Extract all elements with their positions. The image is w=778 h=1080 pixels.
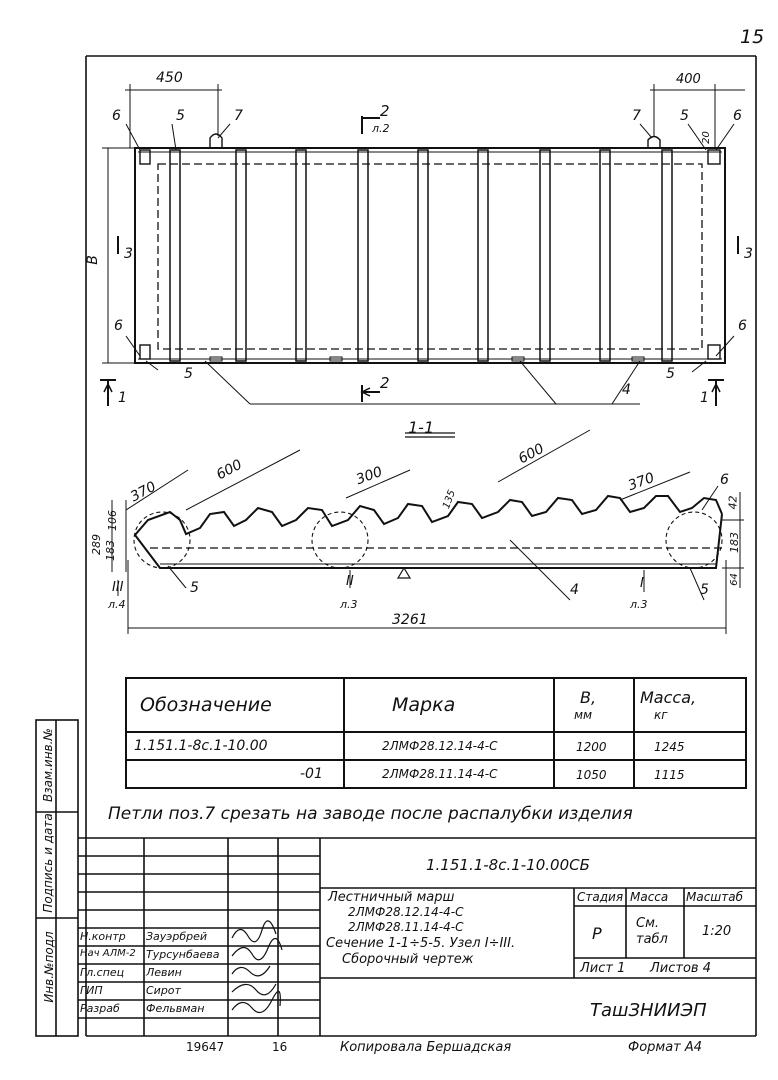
- node-II-ref: л.3: [340, 598, 358, 611]
- dim-370-left: 370: [127, 478, 159, 506]
- row2-designation: -01: [300, 766, 323, 782]
- dim-b: B: [84, 255, 101, 265]
- pos-5-tr: 5: [680, 108, 689, 124]
- tb-mass-value: См. табл: [636, 916, 668, 947]
- tb-sheet: Лист 1: [580, 961, 626, 976]
- tb-role-5: Разраб: [80, 1002, 120, 1015]
- pos-7-left: 7: [234, 108, 243, 124]
- dim-450: 450: [156, 70, 183, 86]
- footer-copied: Копировала Бершадская: [340, 1040, 512, 1055]
- node-I-ref: л.3: [630, 598, 648, 611]
- pos-7-right: 7: [632, 108, 641, 124]
- section-ref-top: л.2: [372, 122, 390, 135]
- pos-5-br: 5: [666, 366, 675, 382]
- th-b: B,: [580, 688, 597, 707]
- dim-400: 400: [676, 72, 701, 87]
- signatures: [232, 921, 282, 1013]
- dim-300: 300: [354, 463, 385, 489]
- tb-person-4: Сирот: [146, 984, 181, 997]
- dim-183-left: 183: [104, 540, 117, 561]
- row2-mark: 2ЛМФ28.11.14-4-С: [382, 767, 498, 781]
- tb-code: 1.151.1-8с.1-10.00СБ: [426, 856, 590, 874]
- pos-6-tr: 6: [733, 108, 742, 124]
- dim-64: 64: [728, 573, 740, 586]
- footer-format: Формат А4: [628, 1040, 703, 1055]
- dim-135: 135: [441, 488, 458, 511]
- tb-stage: Р: [592, 924, 602, 943]
- pos-6-bl: 6: [114, 318, 123, 334]
- row2-mass: 1115: [654, 768, 685, 782]
- node-III-ref: л.4: [108, 598, 126, 611]
- dim-289: 289: [90, 534, 103, 555]
- tb-name-2: 2ЛМФ28.12.14-4-С: [348, 905, 464, 919]
- side-vzam: Взам.инв.№: [41, 728, 55, 802]
- tb-mass-label: Масса: [630, 890, 669, 904]
- pos-6-tl: 6: [112, 108, 121, 124]
- footer-num-1: 19647: [186, 1040, 225, 1054]
- tb-name-1: Лестничный марш: [328, 890, 455, 905]
- th-mass-unit: кг: [654, 708, 668, 722]
- dim-600-left: 600: [213, 456, 245, 484]
- plan-view: [100, 84, 745, 406]
- tb-org: ТашЗНИИЭП: [590, 1000, 707, 1021]
- side-sign-date: Подпись и дата: [41, 813, 55, 913]
- dim-20: 20: [700, 131, 712, 144]
- dim-42: 42: [726, 495, 740, 510]
- page-number: 15: [740, 26, 765, 48]
- section-mark-2-top: 2: [380, 102, 390, 120]
- row2-b: 1050: [576, 768, 607, 782]
- note-text: Петли поз.7 срезать на заводе после распалубки изделия: [108, 804, 633, 824]
- pos-6-br: 6: [738, 318, 747, 334]
- dim-106: 106: [106, 510, 119, 531]
- pos-4: 4: [622, 382, 631, 398]
- tb-role-3: Гл.спец: [80, 966, 125, 979]
- tb-role-1: Н.контр: [80, 930, 126, 943]
- pos-5-tl: 5: [176, 108, 185, 124]
- node-II: II: [346, 574, 354, 589]
- dim-3261: 3261: [392, 612, 428, 628]
- footer-num-2: 16: [272, 1040, 288, 1054]
- sec-pos-5-left: 5: [190, 580, 199, 596]
- section-mark-3-left: 3: [124, 246, 133, 262]
- section-view: [112, 430, 744, 634]
- th-designation: Обозначение: [140, 694, 272, 716]
- section-mark-1-right: 1: [700, 390, 709, 406]
- node-III: III: [112, 580, 124, 595]
- section-mark-3-right: 3: [744, 246, 753, 262]
- tb-name-4: Сечение 1-1÷5-5. Узел I÷III.: [326, 936, 516, 951]
- tb-sheets: Листов 4: [650, 961, 711, 976]
- tb-name-3: 2ЛМФ28.11.14-4-С: [348, 920, 464, 934]
- node-I: I: [640, 576, 644, 591]
- sec-pos-6: 6: [720, 472, 729, 488]
- row1-b: 1200: [576, 740, 607, 754]
- th-b-unit: мм: [574, 708, 593, 722]
- dim-370-right: 370: [626, 469, 657, 495]
- section-mark-2-bottom: 2: [380, 374, 390, 392]
- row1-designation: 1.151.1-8с.1-10.00: [134, 738, 268, 754]
- dim-600-right: 600: [515, 440, 547, 468]
- tb-scale: 1:20: [702, 924, 732, 939]
- tb-stage-label: Стадия: [577, 890, 624, 904]
- tb-role-4: ГИП: [80, 984, 103, 997]
- pos-5-bl: 5: [184, 366, 193, 382]
- tb-person-1: Зауэрбрей: [146, 930, 208, 943]
- section-mark-1-left: 1: [118, 390, 127, 406]
- row1-mass: 1245: [654, 740, 685, 754]
- dim-183-right: 183: [728, 532, 741, 553]
- tb-person-5: Фельвман: [146, 1002, 205, 1015]
- side-inv-no: Инв.№подл: [42, 931, 56, 1003]
- tb-person-3: Левин: [146, 966, 182, 979]
- row1-mark: 2ЛМФ28.12.14-4-С: [382, 739, 498, 753]
- th-mark: Марка: [392, 694, 456, 716]
- sec-pos-5-right: 5: [700, 582, 709, 598]
- tb-person-2: Турсунбаева: [146, 948, 220, 961]
- tb-role-2: Нач АЛМ-2: [80, 948, 136, 959]
- tb-scale-label: Масштаб: [686, 890, 744, 904]
- section-title: 1-1: [408, 418, 435, 437]
- tb-name-5: Сборочный чертеж: [342, 952, 474, 967]
- th-mass: Масса,: [640, 688, 697, 707]
- sec-pos-4: 4: [570, 582, 579, 598]
